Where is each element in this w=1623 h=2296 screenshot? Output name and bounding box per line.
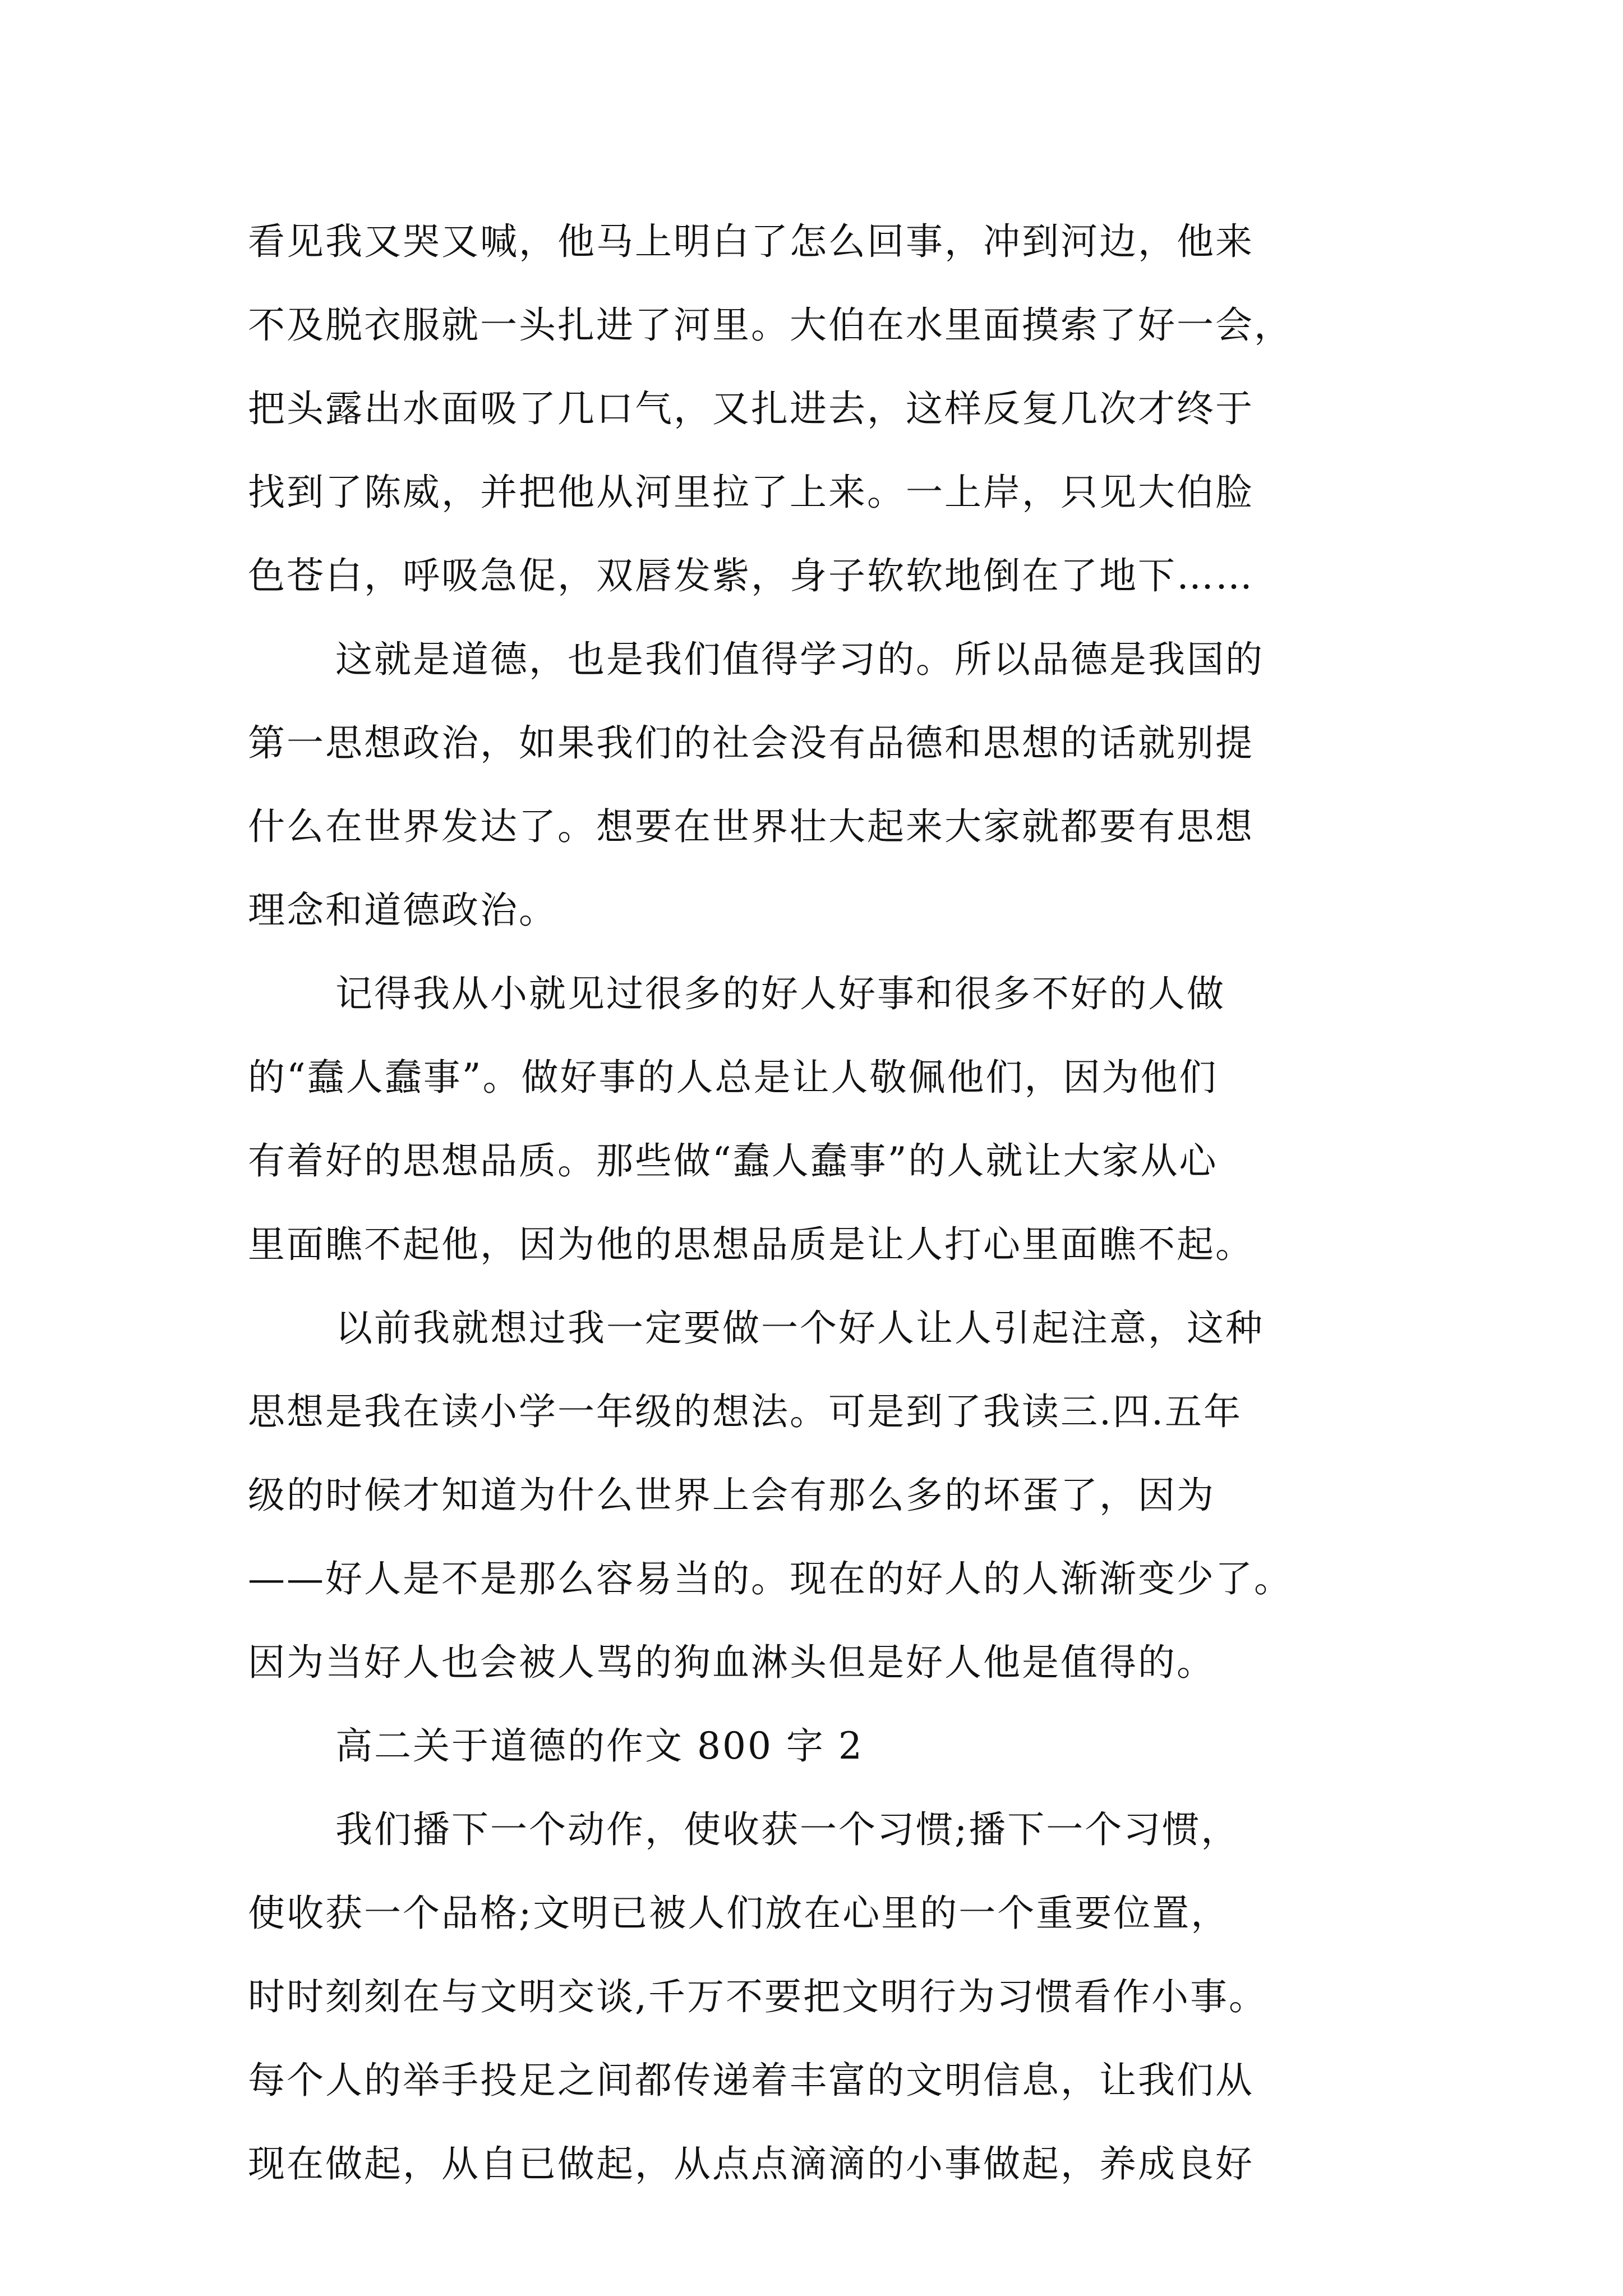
text-line: 理念和道德政治。 <box>248 889 557 932</box>
text-line: 思想是我在读小学一年级的想法。可是到了我读三.四.五年 <box>248 1390 1242 1433</box>
text-line: 第一思想政治，如果我们的社会没有品德和思想的话就别提 <box>248 721 1254 765</box>
text-line: ——好人是不是那么容易当的。现在的好人的人渐渐变少了。 <box>248 1557 1293 1600</box>
text-line: 把头露出水面吸了几口气，又扎进去，这样反复几次才终于 <box>248 387 1254 430</box>
text-line: 看见我又哭又喊，他马上明白了怎么回事，冲到河边，他来 <box>248 220 1254 263</box>
text-line: 有着好的思想品质。那些做“蠢人蠢事”的人就让大家从心 <box>248 1139 1218 1182</box>
text-line: 因为当好人也会被人骂的狗血淋头但是好人他是值得的。 <box>248 1641 1215 1684</box>
text-line: 不及脱衣服就一头扎进了河里。大伯在水里面摸索了好一会， <box>248 303 1293 347</box>
text-line: 现在做起，从自已做起，从点点滴滴的小事做起，养成良好 <box>248 2142 1254 2185</box>
text-line: 每个人的举手投足之间都传递着丰富的文明信息，让我们从 <box>248 2059 1254 2102</box>
text-line: 使收获一个品格;文明已被人们放在心里的一个重要位置， <box>248 1892 1230 1935</box>
text-line: 这就是道德，也是我们值得学习的。所以品德是我国的 <box>335 638 1264 681</box>
text-line: 时时刻刻在与文明交谈,千万不要把文明行为习惯看作小事。 <box>248 1975 1267 2018</box>
body-text <box>248 200 1437 2206</box>
text-line: 以前我就想过我一定要做一个好人让人引起注意，这种 <box>335 1306 1264 1350</box>
text-line: 级的时候才知道为什么世界上会有那么多的坏蛋了，因为 <box>248 1474 1215 1517</box>
text-line: 找到了陈威，并把他从河里拉了上来。一上岸，只见大伯脸 <box>248 471 1254 514</box>
text-line: 我们播下一个动作，使收获一个习惯;播下一个习惯， <box>335 1808 1240 1851</box>
text-line: 什么在世界发达了。想要在世界壮大起来大家就都要有思想 <box>248 805 1254 848</box>
text-line: 记得我从小就见过很多的好人好事和很多不好的人做 <box>335 972 1225 1015</box>
text-line: 色苍白，呼吸急促，双唇发紫，身子软软地倒在了地下…… <box>248 554 1254 597</box>
text-line: 里面瞧不起他，因为他的思想品质是让人打心里面瞧不起。 <box>248 1223 1254 1266</box>
text-line: 的“蠢人蠢事”。做好事的人总是让人敬佩他们，因为他们 <box>248 1056 1218 1099</box>
text-line: 高二关于道德的作文 800 字 2 <box>335 1724 864 1768</box>
